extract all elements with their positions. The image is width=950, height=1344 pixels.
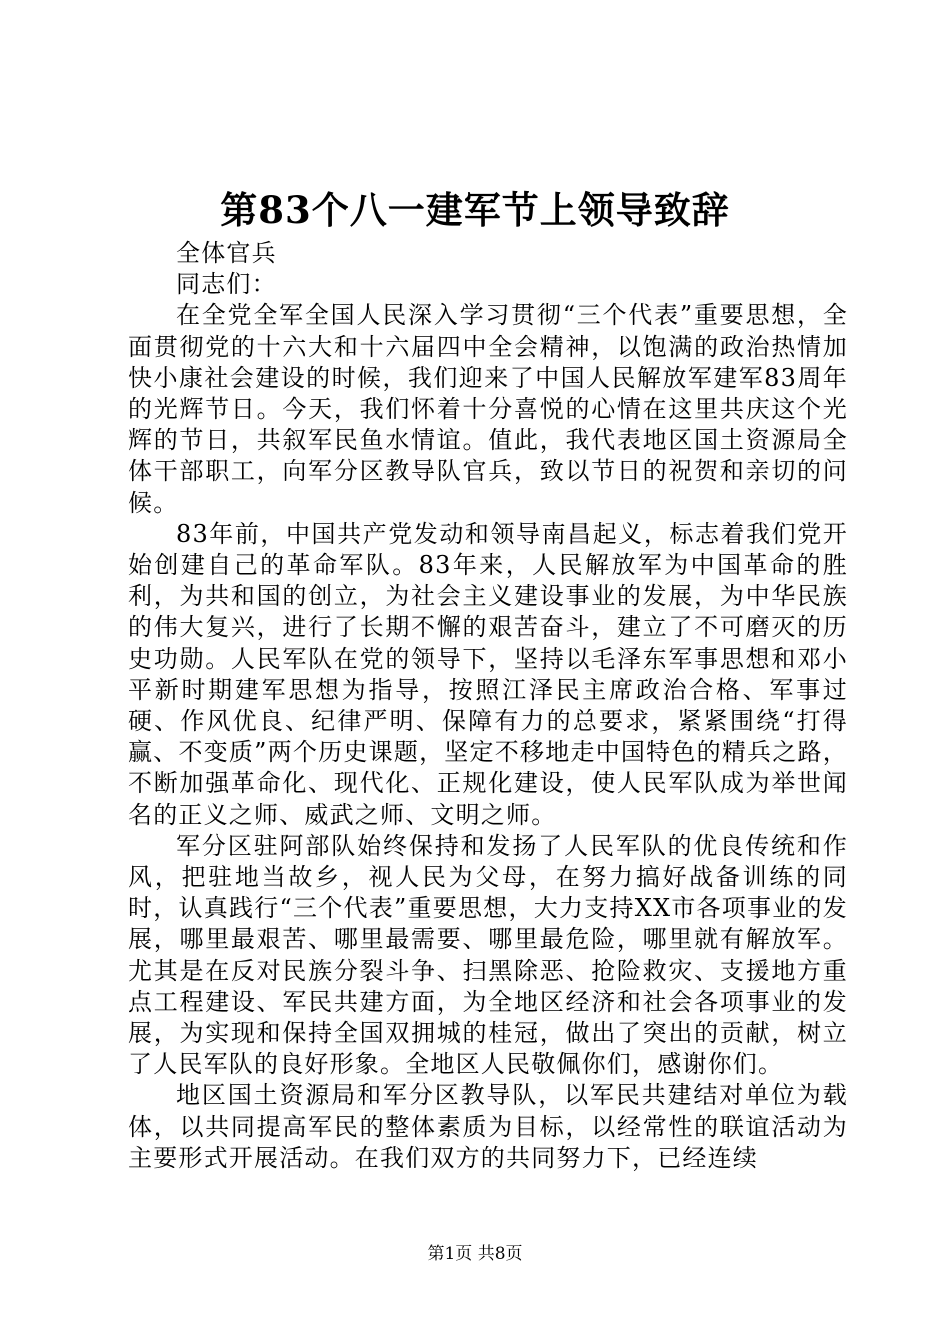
body-paragraph: 军分区驻阿部队始终保持和发扬了人民军队的优良传统和作风，把驻地当故乡，视人民为父母，在努力搞好战备训练的同时，认真践行“三个代表”重要思想，大力支持XX市各项事业的发展，哪里最艰苦、哪里最需要、哪里最危险，哪里就有解放军。尤其是在反对民族分裂斗争、扫黑除恶、抢险救灾、支援地方重点工程建设、军民共建方面，为全地区经济和社会各项事业的发展，为实现和保持全国双拥城的桂冠，做出了突出的贡献，树立了人民军队的良好形象。全地区人民敬佩你们，感谢你们。 bbox=[128, 831, 848, 1079]
document-body bbox=[128, 238, 848, 1174]
body-paragraph: 地区国土资源局和军分区教导队，以军民共建结对单位为载体，以共同提高军民的整体素质为目标，以经常性的联谊活动为主要形式开展活动。在我们双方的共同努力下，已经连续 bbox=[128, 1081, 848, 1172]
page-number-footer: 第1页 共8页 bbox=[427, 1244, 523, 1264]
body-paragraph: 83年前，中国共产党发动和领导南昌起义，标志着我们党开始创建自己的革命军队。83年来，人民解放军为中国革命的胜利，为共和国的创立，为社会主义建设事业的发展，为中华民族的伟大复兴，进行了长期不懈的艰苦奋斗，建立了不可磨灭的历史功勋。人民军队在党的领导下，坚持以毛泽东军事思想和邓小平新时期建军思想为指导，按照江泽民主席政治合格、军事过硬、作风优良、纪律严明、保障有力的总要求，紧紧围绕“打得赢、不变质”两个历史课题，坚定不移地走中国特色的精兵之路，不断加强革命化、现代化、正规化建设，使人民军队成为举世闻名的正义之师、威武之师、文明之师。 bbox=[128, 519, 848, 829]
salutation-line: 同志们： bbox=[176, 270, 277, 299]
document-title: 第83个八一建军节上领导致辞 bbox=[220, 188, 730, 232]
salutation-line: 全体官兵 bbox=[176, 239, 277, 267]
body-paragraph: 在全党全军全国人民深入学习贯彻“三个代表”重要思想，全面贯彻党的十六大和十六届四中全会精神，以饱满的政治热情加快小康社会建设的时候，我们迎来了中国人民解放军建军83周年的光辉节日。今天，我们怀着十分喜悦的心情在这里共庆这个光辉的节日，共叙军民鱼水情谊。值此，我代表地区国土资源局全体干部职工，向军分区教导队官兵，致以节日的祝贺和亲切的问候。 bbox=[128, 301, 848, 517]
